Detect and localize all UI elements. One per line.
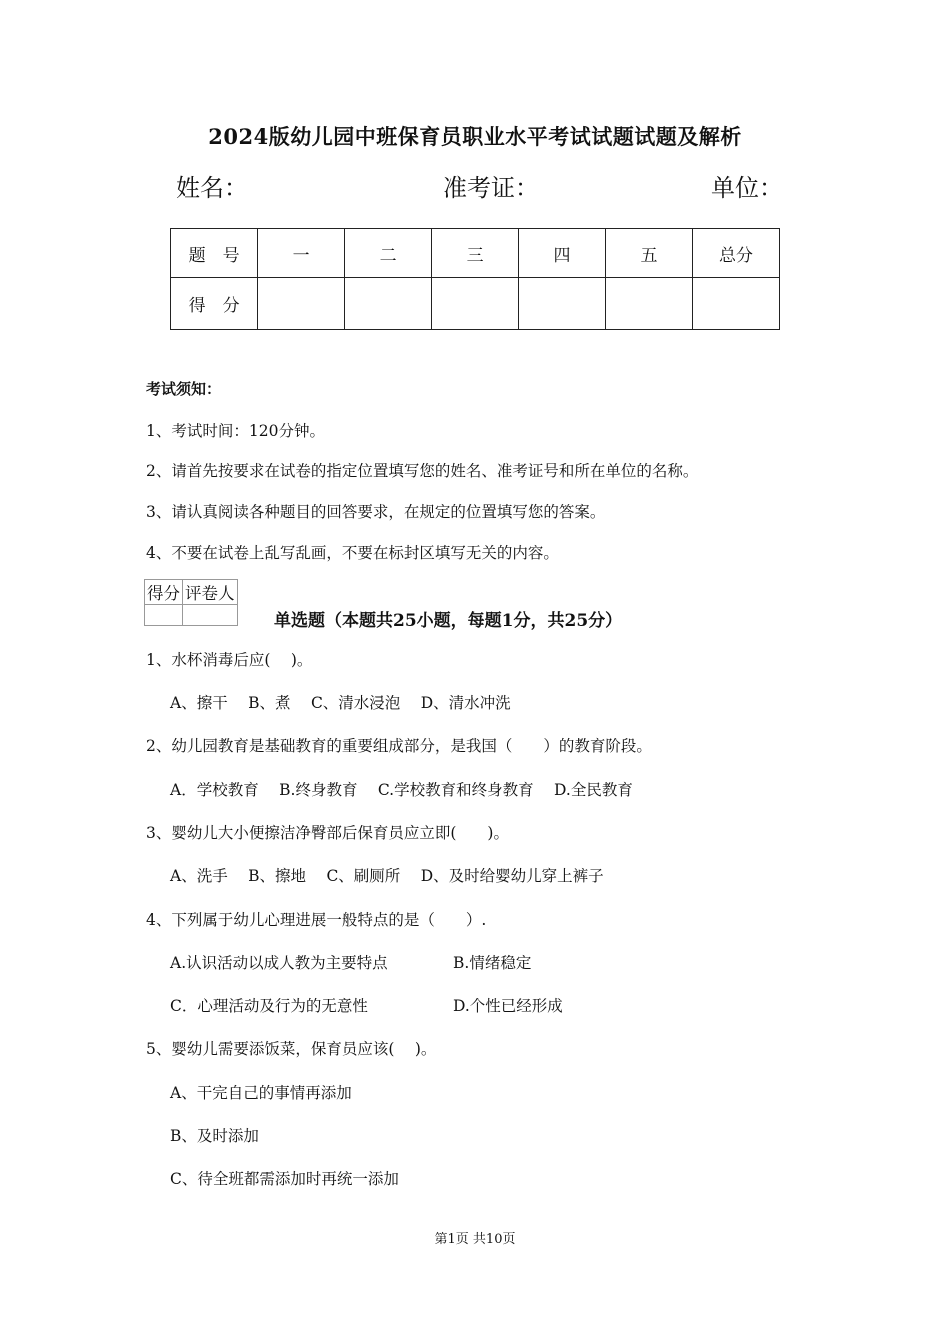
unit-field-label: 单位： [711,174,783,202]
question-option: B.情绪稳定 [453,954,532,972]
question-option: C．心理活动及行为的无意性 [170,997,368,1015]
notice-item: 4、不要在试卷上乱写乱画，不要在标封区填写无关的内容。 [146,544,559,562]
grader-score-cell[interactable] [145,605,183,626]
score-table-header-cell: 题 号 [171,229,258,278]
score-input-cell[interactable] [692,278,779,330]
question-text: 3、婴幼儿大小便擦洁净臀部后保育员应立即( )。 [146,824,509,842]
question-option: D.个性已经形成 [453,997,563,1015]
notice-title: 考试须知： [146,380,222,398]
score-input-cell[interactable] [258,278,345,330]
score-table-header-cell: 一 [258,229,345,278]
notice-item: 1、考试时间：120分钟。 [146,422,325,440]
question-options: A、洗手 B、擦地 C、刷厕所 D、及时给婴幼儿穿上裤子 [170,867,604,885]
question-text: 1、水杯消毒后应( )。 [146,651,313,669]
score-input-cell[interactable] [606,278,693,330]
score-input-cell[interactable] [345,278,432,330]
score-table-header-cell: 四 [519,229,606,278]
section-title: 单选题（本题共25小题，每题1分，共25分） [274,611,623,631]
question-option: A、干完自己的事情再添加 [170,1084,352,1102]
score-table [170,228,780,330]
notice-item: 3、请认真阅读各种题目的回答要求，在规定的位置填写您的答案。 [146,503,606,521]
page-footer: 第1页 共10页 [434,1232,516,1247]
grader-name-label: 评卷人 [183,580,238,605]
grader-score-label: 得分 [145,580,183,605]
question-text: 2、幼儿园教育是基础教育的重要组成部分，是我国（ ）的教育阶段。 [146,737,652,755]
notice-item: 2、请首先按要求在试卷的指定位置填写您的姓名、准考证号和所在单位的名称。 [146,462,699,480]
score-table-header-cell: 二 [345,229,432,278]
score-table-header-cell: 三 [432,229,519,278]
grader-box [144,579,238,626]
exam-id-field-label: 准考证： [443,174,539,202]
question-option: B、及时添加 [170,1127,259,1145]
score-table-score-row [171,278,780,330]
grader-name-cell[interactable] [183,605,238,626]
question-text: 4、下列属于幼儿心理进展一般特点的是（ ）. [146,911,487,929]
question-option: C、待全班都需添加时再统一添加 [170,1170,399,1188]
name-field-label: 姓名： [176,174,248,202]
score-table-header-cell: 总分 [692,229,779,278]
score-table-header-row [171,229,780,278]
score-input-cell[interactable] [519,278,606,330]
page-title: 2024版幼儿园中班保育员职业水平考试试题试题及解析 [208,124,742,149]
question-options: A、擦干 B、煮 C、清水浸泡 D、清水冲洗 [170,694,511,712]
score-table-header-cell: 五 [606,229,693,278]
score-input-cell[interactable] [432,278,519,330]
question-option: A.认识活动以成人教为主要特点 [170,954,388,972]
question-text: 5、婴幼儿需要添饭菜，保育员应该( )。 [146,1040,437,1058]
score-row-label: 得 分 [171,278,258,330]
question-options: A．学校教育 B.终身教育 C.学校教育和终身教育 D.全民教育 [170,781,633,799]
